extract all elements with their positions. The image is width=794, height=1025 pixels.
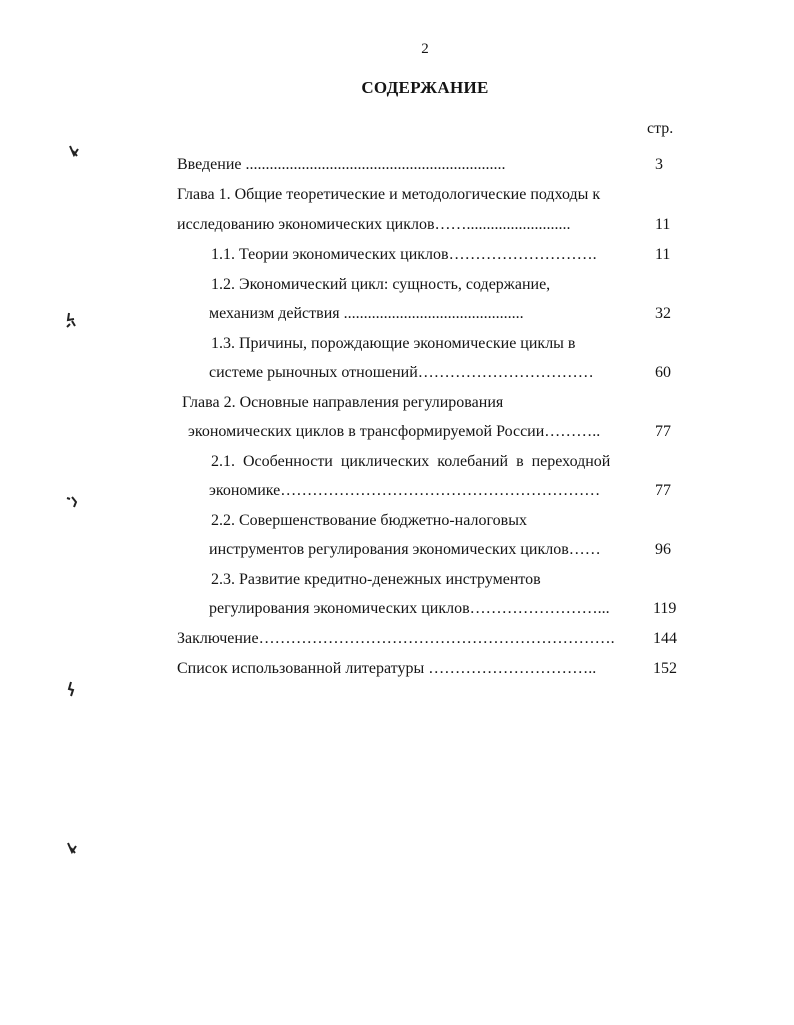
toc-section-2-2-line2: инструментов регулирования экономических циклов……	[209, 541, 601, 558]
page-column-label: стр.	[647, 120, 674, 137]
scan-mark-icon	[64, 840, 80, 856]
toc-chapter-2-line2: экономических циклов в трансформируемой России………..	[188, 423, 601, 440]
toc-intro: Введение .................................................................	[177, 156, 506, 173]
toc-section-1-2-line1: 1.2. Экономический цикл: сущность, содержание,	[211, 276, 551, 293]
toc-section-2-3-page: 119	[653, 600, 677, 617]
toc-intro-page: 3	[655, 156, 663, 173]
toc-conclusion-page: 144	[653, 630, 677, 647]
scan-mark-icon	[66, 143, 82, 159]
toc-section-1-3-line2: системе рыночных отношений……………………………	[209, 364, 594, 381]
toc-chapter-1-page: 11	[655, 216, 671, 233]
scan-mark-icon	[64, 680, 78, 698]
toc-section-2-2-line1: 2.2. Совершенствование бюджетно-налоговых	[211, 512, 527, 529]
toc-section-1-2-line2: механизм действия .............................................	[209, 305, 524, 322]
toc-section-2-1-line2: экономике……………………………………………………	[209, 482, 601, 499]
toc-section-2-3-line1: 2.3. Развитие кредитно-денежных инструментов	[211, 571, 541, 588]
toc-section-1-2-page: 32	[655, 305, 671, 322]
toc-section-1-1-page: 11	[655, 246, 671, 263]
toc-references: Список использованной литературы …………………………..	[177, 660, 597, 677]
toc-section-2-2-page: 96	[655, 541, 671, 558]
toc-chapter-1-line2: исследованию экономических циклов……..........................	[177, 216, 571, 233]
toc-section-2-1-page: 77	[655, 482, 671, 499]
toc-chapter-2-line1: Глава 2. Основные направления регулирования	[182, 394, 504, 411]
toc-references-page: 152	[653, 660, 677, 677]
toc-chapter-1-line1: Глава 1. Общие теоретические и методологические подходы к	[177, 186, 601, 203]
toc-section-1-3-page: 60	[655, 364, 671, 381]
toc-conclusion: Заключение………………………………………………………….	[177, 630, 615, 647]
page-title: СОДЕРЖАНИЕ	[361, 78, 489, 97]
toc-section-2-1-line1: 2.1. Особенности циклических колебаний в переходной	[211, 453, 611, 470]
page-number: 2	[421, 41, 429, 57]
toc-chapter-2-page: 77	[655, 423, 671, 440]
toc-section-1-3-line1: 1.3. Причины, порождающие экономические циклы в	[211, 335, 576, 352]
scan-mark-icon	[64, 493, 80, 509]
scan-mark-icon	[64, 311, 80, 329]
toc-section-1-1: 1.1. Теории экономических циклов……………………….	[211, 246, 597, 263]
toc-section-2-3-line2: регулирования экономических циклов……………………...	[209, 600, 610, 617]
